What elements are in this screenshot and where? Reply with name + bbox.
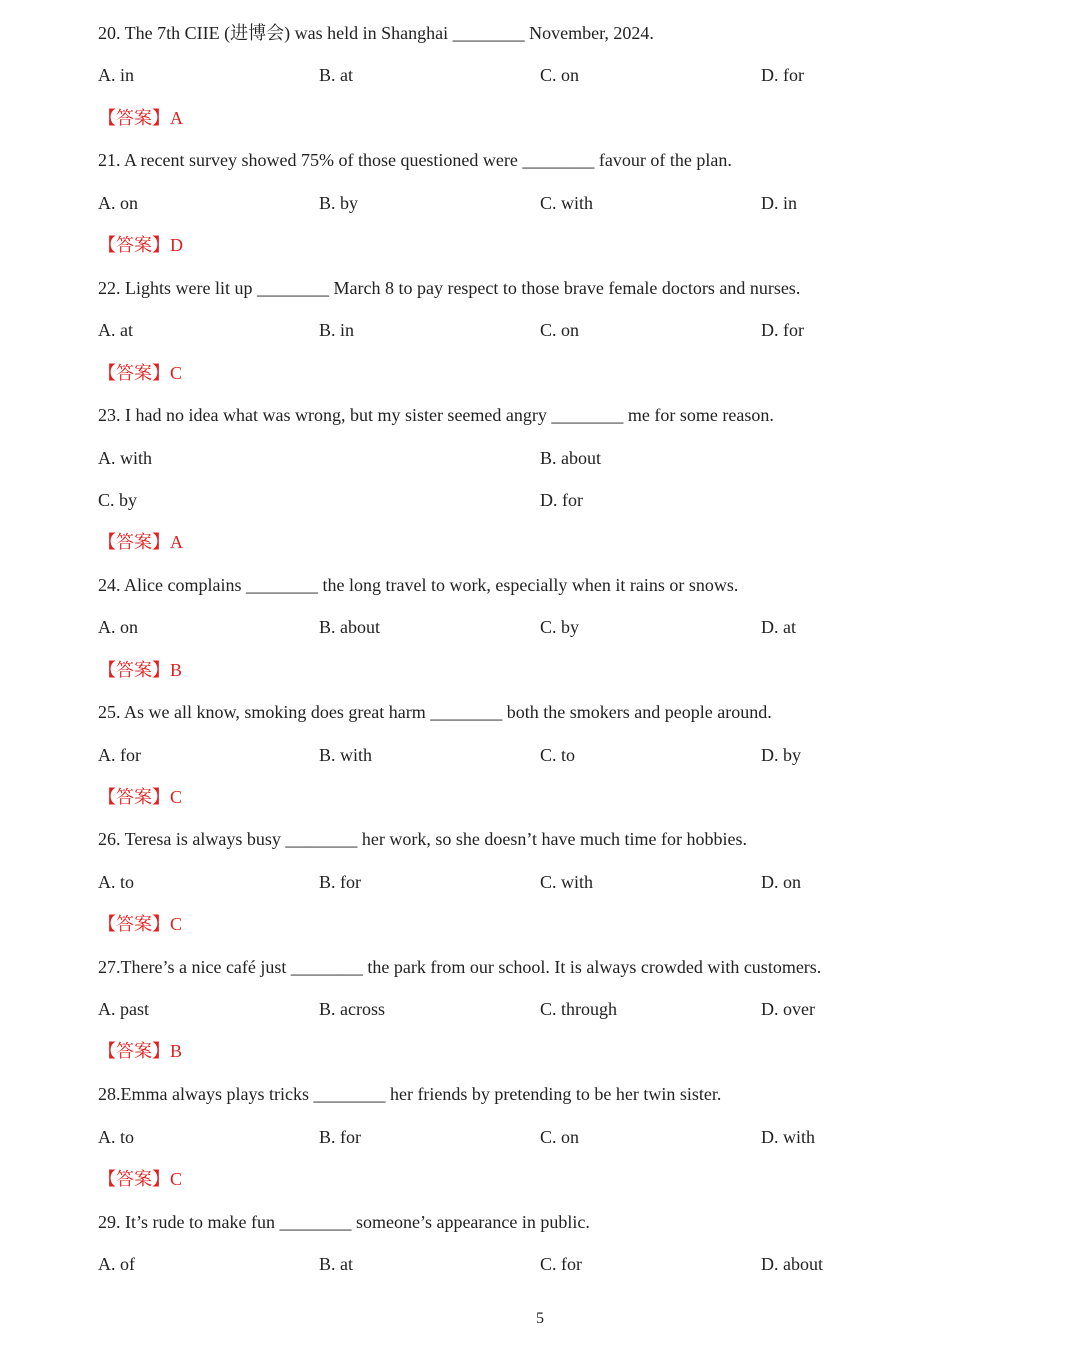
question-27-answer: 【答案】B [98, 1041, 183, 1061]
question-20-option-d: D. for [761, 65, 804, 85]
question-21-option-a: A. on [98, 193, 138, 213]
question-28-option-c: C. on [540, 1127, 580, 1147]
question-27-option-d: D. over [761, 999, 815, 1019]
question-22-option-d: D. for [761, 320, 804, 340]
question-27-stem: 27.There’s a nice café just ________ the park from our school. It is always crowded with customers. [98, 957, 822, 977]
question-22-answer: 【答案】C [98, 363, 183, 383]
question-28-option-b: B. for [319, 1127, 361, 1147]
question-20-option-b: B. at [319, 65, 353, 85]
page-number: 5 [536, 1310, 544, 1327]
question-24-option-c: C. by [540, 617, 580, 637]
question-25-stem: 25. As we all know, smoking does great harm ________ both the smokers and people around. [98, 702, 772, 722]
question-29-option-c: C. for [540, 1254, 582, 1274]
question-21-option-d: D. in [761, 193, 797, 213]
question-28-option-d: D. with [761, 1127, 815, 1147]
question-24-option-a: A. on [98, 617, 138, 637]
question-21-stem: 21. A recent survey showed 75% of those questioned were ________ favour of the plan. [98, 150, 732, 170]
question-26-option-a: A. to [98, 872, 134, 892]
question-21-option-b: B. by [319, 193, 359, 213]
question-26-stem: 26. Teresa is always busy ________ her work, so she doesn’t have much time for hobbies. [98, 829, 747, 849]
question-26-answer: 【答案】C [98, 914, 183, 934]
question-21-option-c: C. with [540, 193, 594, 213]
question-28-stem: 28.Emma always plays tricks ________ her friends by pretending to be her twin sister. [98, 1084, 722, 1104]
question-25-answer: 【答案】C [98, 787, 183, 807]
question-26-option-c: C. with [540, 872, 594, 892]
question-27-option-c: C. through [540, 999, 618, 1019]
question-24-answer: 【答案】B [98, 660, 183, 680]
question-21-answer: 【答案】D [98, 235, 183, 255]
question-28-option-a: A. to [98, 1127, 134, 1147]
question-23-option-c: C. by [98, 490, 138, 510]
question-25-option-d: D. by [761, 745, 801, 765]
question-29-option-d: D. about [761, 1254, 823, 1274]
question-26-option-b: B. for [319, 872, 361, 892]
question-20-option-c: C. on [540, 65, 580, 85]
question-23-option-d: D. for [540, 490, 583, 510]
question-20-stem: 20. The 7th CIIE (进博会) was held in Shanghai ________ November, 2024. [98, 23, 654, 43]
question-20-option-a: A. in [98, 65, 134, 85]
question-25-option-b: B. with [319, 745, 373, 765]
question-23-option-b: B. about [540, 448, 601, 468]
question-24-option-d: D. at [761, 617, 796, 637]
question-29-option-b: B. at [319, 1254, 353, 1274]
question-22-option-b: B. in [319, 320, 355, 340]
question-29-stem: 29. It’s rude to make fun ________ someone’s appearance in public. [98, 1212, 590, 1232]
question-24-stem: 24. Alice complains ________ the long travel to work, especially when it rains or snows. [98, 575, 739, 595]
question-22-stem: 22. Lights were lit up ________ March 8 to pay respect to those brave female doctors and nurses. [98, 278, 801, 298]
question-25-option-c: C. to [540, 745, 576, 765]
question-22-option-c: C. on [540, 320, 580, 340]
question-29-option-a: A. of [98, 1254, 135, 1274]
question-27-option-b: B. across [319, 999, 385, 1019]
question-20-answer: 【答案】A [98, 108, 183, 128]
question-23-option-a: A. with [98, 448, 152, 468]
question-22-option-a: A. at [98, 320, 133, 340]
question-26-option-d: D. on [761, 872, 801, 892]
question-23-stem: 23. I had no idea what was wrong, but my sister seemed angry ________ me for some reason. [98, 405, 774, 425]
question-27-option-a: A. past [98, 999, 149, 1019]
question-23-answer: 【答案】A [98, 532, 183, 552]
question-28-answer: 【答案】C [98, 1169, 183, 1189]
question-25-option-a: A. for [98, 745, 141, 765]
question-24-option-b: B. about [319, 617, 380, 637]
